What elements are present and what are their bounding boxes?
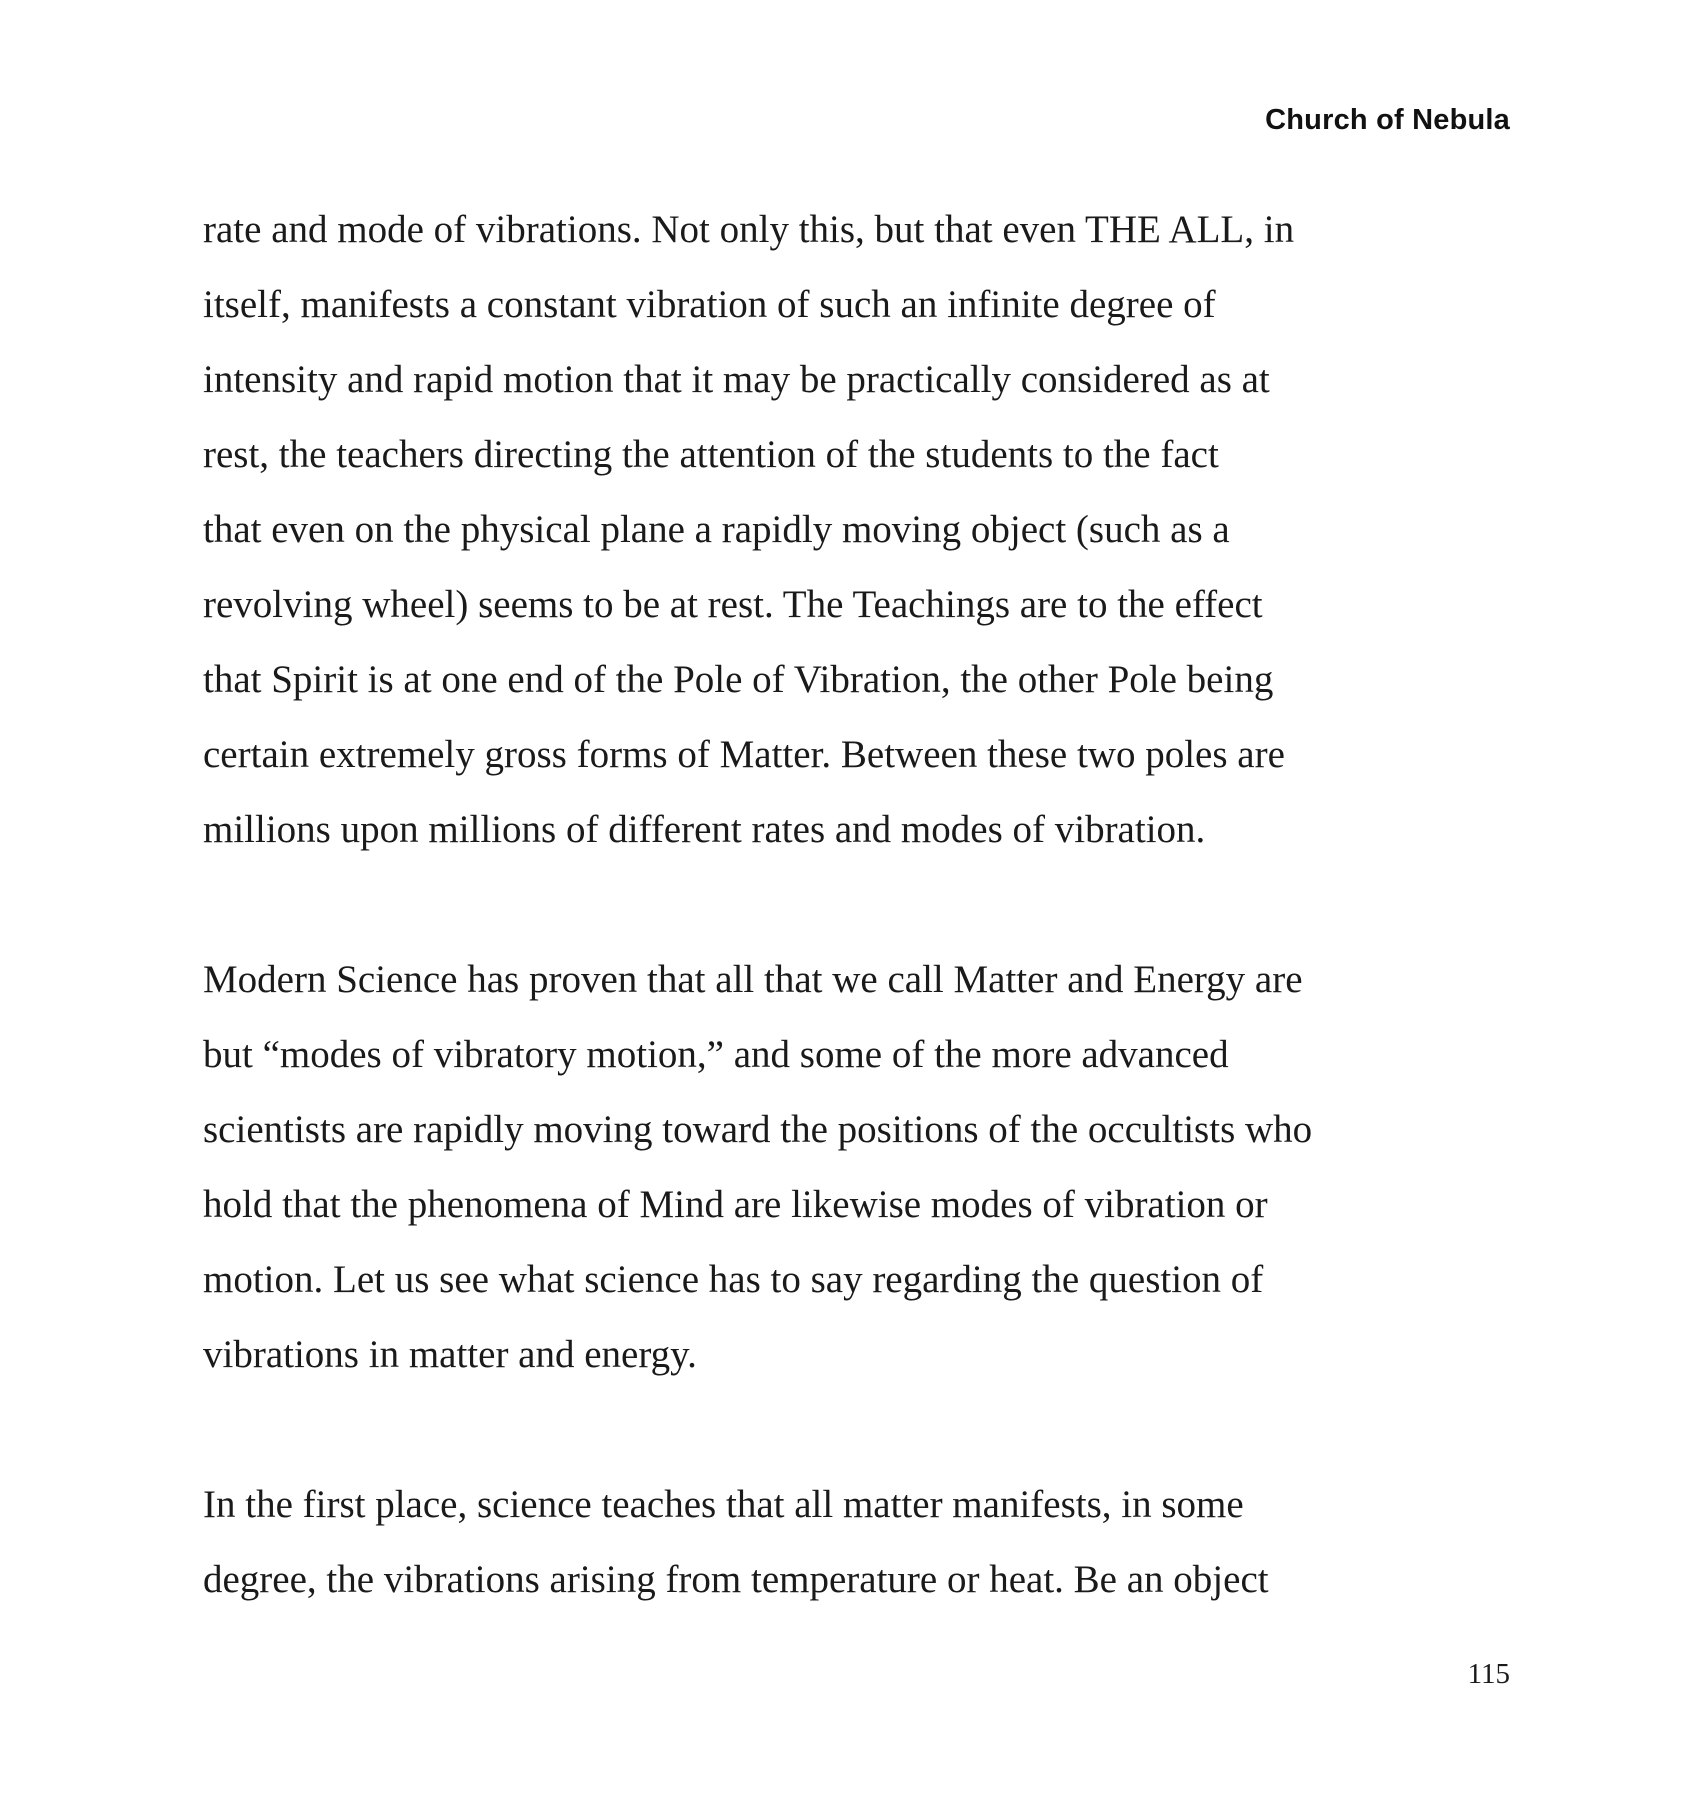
paragraph-3 [203,1467,1503,1617]
text-line: that Spirit is at one end of the Pole of Vibration, the other Pole being [203,658,1274,701]
body-text [203,192,1503,1617]
paragraph-spacer [203,1392,1503,1467]
page-number: 115 [1467,1658,1510,1690]
text-line: In the first place, science teaches that all matter manifests, in some [203,1483,1244,1526]
paragraph-spacer [203,867,1503,942]
text-line: scientists are rapidly moving toward the positions of the occultists who [203,1108,1313,1151]
text-line: degree, the vibrations arising from temperature or heat. Be an object [203,1558,1269,1601]
text-line: rate and mode of vibrations. Not only this, but that even THE ALL, in [203,208,1295,251]
text-line: but “modes of vibratory motion,” and some of the more advanced [203,1033,1229,1076]
text-line: Modern Science has proven that all that we call Matter and Energy are [203,958,1303,1001]
paragraph-1 [203,192,1503,867]
text-line: intensity and rapid motion that it may be practically considered as at [203,358,1270,401]
text-line: itself, manifests a constant vibration of such an infinite degree of [203,283,1216,326]
text-line: revolving wheel) seems to be at rest. The Teachings are to the effect [203,583,1263,626]
text-line: vibrations in matter and energy. [203,1333,697,1376]
text-line: rest, the teachers directing the attention of the students to the fact [203,433,1219,476]
running-header: Church of Nebula [1265,104,1510,136]
text-line: that even on the physical plane a rapidly moving object (such as a [203,508,1230,551]
text-line: hold that the phenomena of Mind are likewise modes of vibration or [203,1183,1268,1226]
paragraph-2 [203,942,1503,1392]
text-line: millions upon millions of different rates and modes of vibration. [203,808,1206,851]
text-line: motion. Let us see what science has to say regarding the question of [203,1258,1264,1301]
text-line: certain extremely gross forms of Matter. Between these two poles are [203,733,1285,776]
